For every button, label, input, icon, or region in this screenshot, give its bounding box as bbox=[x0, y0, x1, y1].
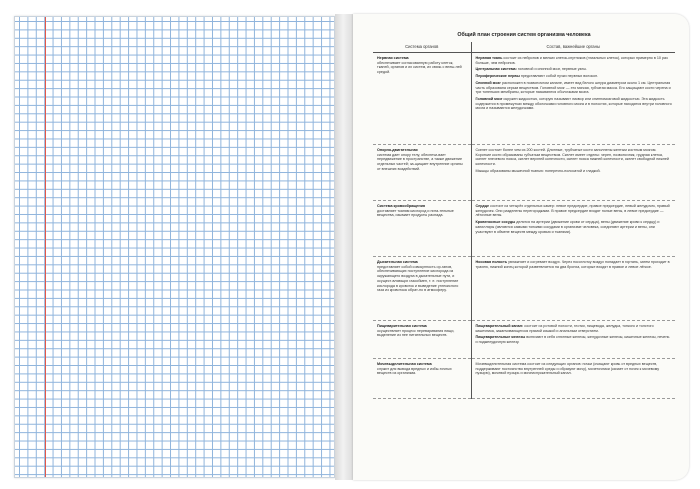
term-text: состоит из ротовой полости, глотки, пищевода, желудка, тонкого и толстого кишечника, заканчивающегося прямой кишкой и анальным отверстием. bbox=[475, 324, 654, 333]
composition-paragraph bbox=[476, 67, 673, 72]
graph-paper-page bbox=[14, 16, 335, 478]
system-description: представляет собой совокупность ор-ганов, обеспечивающих поступление кислорода из окружающего воздуха в дыхательные пути, и осущест-вляющих газообмен, т. е. поступление кислорода в кровоток и выведение углекислого газа из кровотока обрат-но в атмосферу. bbox=[377, 264, 459, 293]
composition-paragraph bbox=[476, 335, 673, 344]
composition-paragraph bbox=[476, 56, 673, 65]
system-name: Система кровообращения bbox=[377, 204, 426, 208]
term: Нервная ткань bbox=[475, 56, 503, 60]
margin-line bbox=[45, 17, 46, 477]
table-row bbox=[373, 359, 675, 399]
system-cell bbox=[373, 359, 471, 399]
composition-paragraph bbox=[476, 97, 673, 111]
composition-paragraph bbox=[476, 169, 673, 174]
term-text: увлажняет и согревает воздух. Через носоглотку воздух попадает в гортань, затем проходит в трахею, нижний конец которой разветвляется на два бронха, которые входят в правое и левое лёгкое. bbox=[475, 260, 670, 269]
table-row bbox=[373, 201, 675, 257]
system-name: Пищеварительная система bbox=[377, 324, 427, 328]
reference-page bbox=[353, 14, 689, 480]
term: Центральная система: bbox=[475, 67, 517, 72]
term-text: делятся на артерии (движение крови от сердца), вены (движение крови к сердцу) и капилляры (являются самыми тонкими сосудами в организме человека, соединяют артерии и вены, они участвуют в обмене веществ между кровью и тканями). bbox=[475, 220, 660, 234]
page-title: Общий план строения систем организма человека bbox=[457, 32, 591, 38]
composition-cell bbox=[471, 359, 675, 399]
term: Носовая полость bbox=[475, 260, 508, 264]
composition-paragraph bbox=[476, 220, 673, 234]
term: Головной мозг bbox=[475, 96, 503, 101]
system-cell bbox=[373, 257, 471, 321]
table-row bbox=[373, 257, 675, 321]
composition-cell bbox=[471, 145, 675, 201]
system-cell bbox=[373, 321, 471, 359]
notebook-spine bbox=[335, 14, 353, 480]
composition-paragraph bbox=[476, 81, 673, 95]
term: Периферические нервы bbox=[475, 74, 520, 79]
term-text: расположен в позвоночном канале, имеет вид белого шнура диаметром около 1 см. Центральная часть образована серым веществом. Головной мозг — это мягкая, губчатая масса. Его защищают кости черепа и три тоненьких мембраны, которые называются оболочками мозга. bbox=[475, 80, 671, 95]
composition-cell bbox=[471, 53, 675, 145]
composition-cell bbox=[471, 321, 675, 359]
system-description: обеспечивает согласованную работу клеток, тканей, органов и их систем, их связь с внеш-ней средой. bbox=[377, 60, 462, 75]
table-row bbox=[373, 53, 675, 145]
term-text: Мочевыделительная система состоит из следующих органов: почки (очищают кровь от вредных веществ, поддерживают постоянство внутренней среды и образуют мочу), мочеточники (качает от почек к мочевому пузырю), мочевой пузырь и мочеиспускательный канал. bbox=[475, 362, 660, 376]
system-name: Опорно-двигательная bbox=[377, 148, 418, 152]
term-text: окружен жидкостью, которую называют ликвор или спинномозговой жидкостью. Эта жидкость содержится в промежутках между оболочками головного мозга и в полостях, которые находятся внутри головного мозга и называются желудочками. bbox=[475, 96, 672, 111]
system-description: система дает опору телу, обеспечи-вает передвижение в пространстве, а также движение отдельных частей; за-щищает внутренние органы от внешних воздействий. bbox=[377, 152, 463, 171]
system-cell bbox=[373, 201, 471, 257]
term: Пищеварительные железы bbox=[475, 335, 526, 340]
composition-paragraph bbox=[476, 148, 673, 167]
table-row bbox=[373, 145, 675, 201]
header-composition: Состав, важнейшие органы bbox=[471, 42, 675, 53]
system-cell bbox=[373, 145, 471, 201]
composition-paragraph bbox=[476, 260, 673, 269]
header-system: Система органов bbox=[373, 42, 471, 53]
term-text: головной и спинной мозг, нервные узлы. bbox=[516, 67, 588, 72]
term-text: представляют собой пучки нервных волокон. bbox=[519, 74, 599, 79]
term-text: включают в себя слюнные железы, желудочные железы, кишечные железы, печень и поджелудочную железу. bbox=[475, 335, 670, 345]
system-description: осуществляет процесс переваривания пищи, выделение из нее питательных веществ. bbox=[377, 328, 455, 338]
table-header-row bbox=[373, 42, 675, 53]
composition-paragraph bbox=[476, 324, 673, 333]
term: Сердце bbox=[475, 204, 490, 208]
table-row bbox=[373, 321, 675, 359]
system-name: Мочевыделительная система bbox=[377, 362, 432, 366]
system-cell bbox=[373, 53, 471, 145]
term-text: состоит из нейронов и мелких клеток-спутников (глиальных клеток), которых примерно в 10 раз больше, чем нейронов. bbox=[475, 56, 668, 65]
term-text: Скелет состоит более чем из 200 костей. Длинные, трубчатые кости заполнены желтым костным мозгом. Короткие кости образованы губчатым веществом. Скелет имеет отделы: череп, позвоночник, грудная клетка, скелет плечевого пояса, скелет верхней конечности, скелет пояса нижней конечности, скелет свободной нижней конечности. bbox=[475, 148, 669, 167]
composition-paragraph bbox=[476, 204, 673, 218]
composition-paragraph bbox=[476, 362, 673, 376]
organ-systems-table bbox=[373, 42, 675, 399]
term-text: Мышцы образованы мышечной тканью: поперечно-полосатой и гладкой. bbox=[475, 168, 601, 173]
table-body bbox=[373, 53, 675, 399]
term: Спинной мозг bbox=[475, 80, 501, 85]
system-name: Нервная система bbox=[377, 56, 409, 60]
term-text: состоит из четырёх отдельных камер: левое предсердие, правое предсердие, левый желудочек, правый желудочек. Они разделены перегородками. В правое предсердие входят полые вены, в левое предсердие — лёгочные вены. bbox=[475, 204, 670, 218]
system-description: доставляет тканям кислород и пита-тельные вещества, изымает продукты распада. bbox=[377, 208, 454, 218]
term: Кровеносные сосуды bbox=[475, 220, 516, 225]
composition-cell bbox=[471, 257, 675, 321]
system-name: Дыхательная система bbox=[377, 260, 418, 264]
composition-paragraph bbox=[476, 74, 673, 79]
system-description: служит для вывода вредных и избы-точных веществ из организма. bbox=[377, 366, 452, 376]
term: Пищеварительный канал: bbox=[475, 324, 524, 328]
composition-cell bbox=[471, 201, 675, 257]
